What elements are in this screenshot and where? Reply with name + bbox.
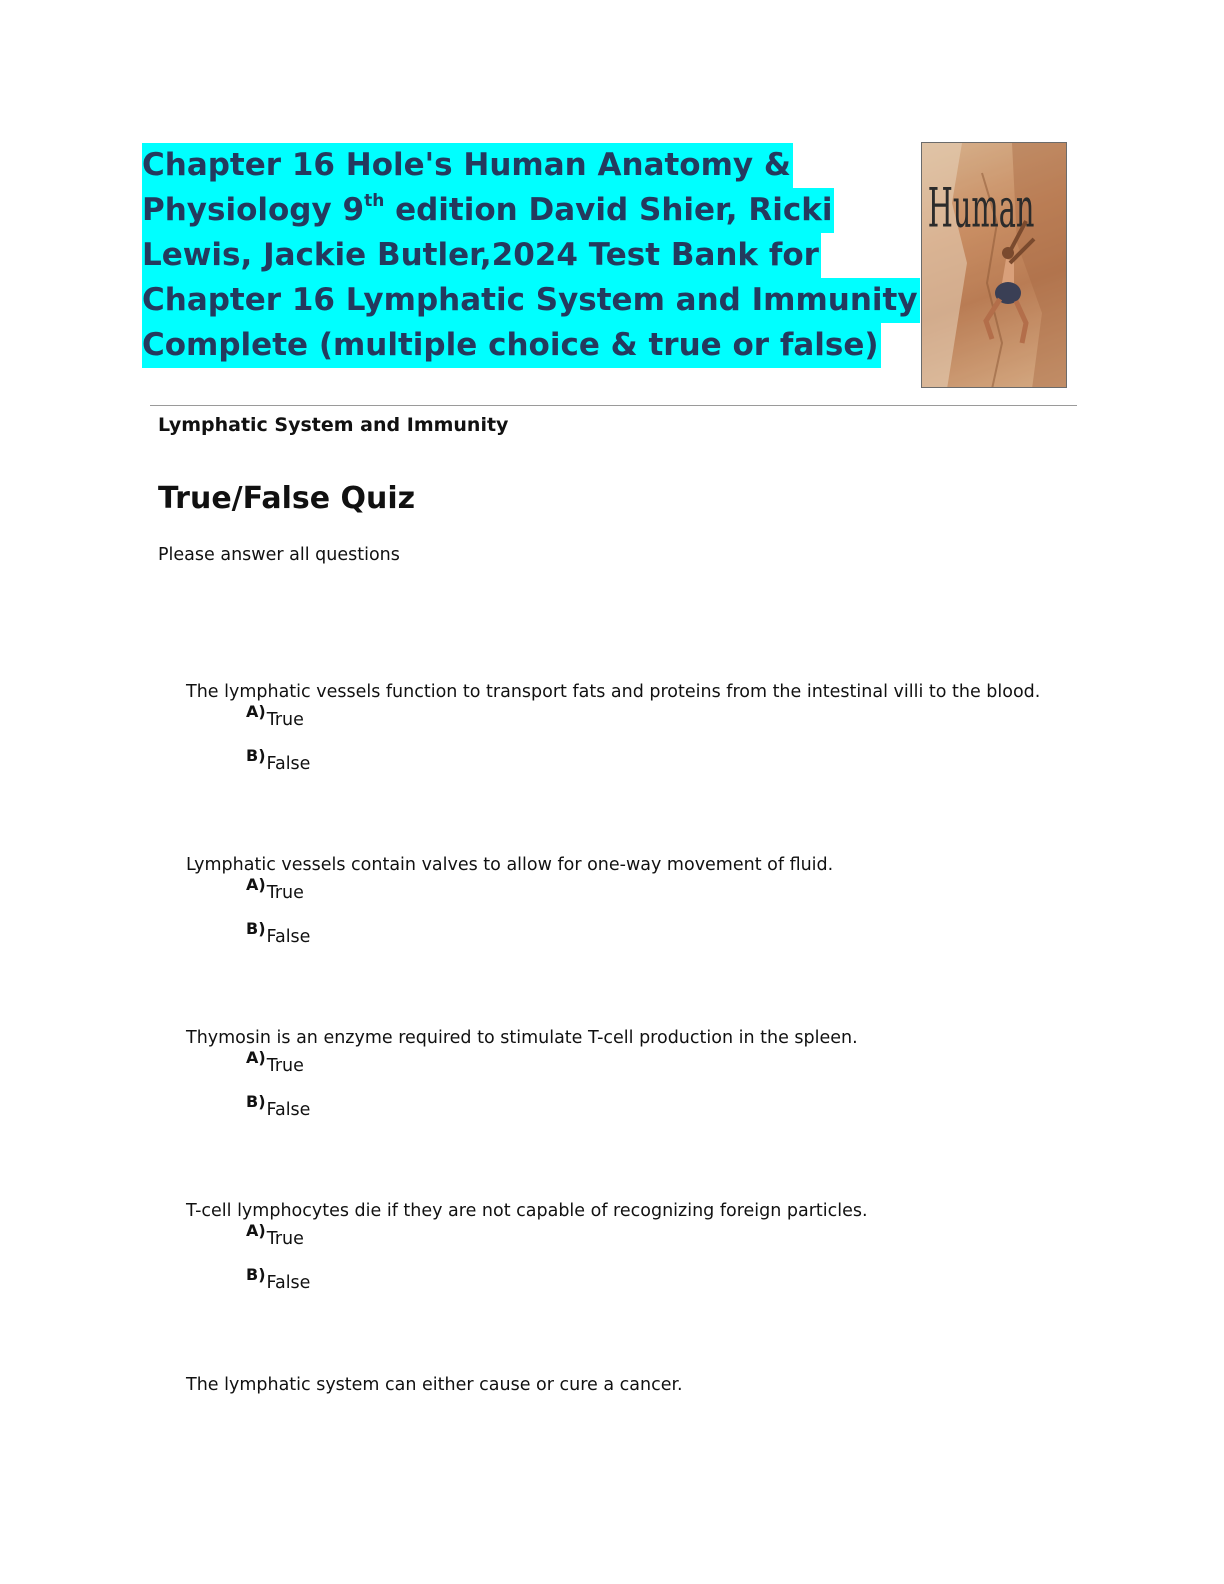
option-label: True	[266, 710, 304, 730]
document-title	[142, 143, 922, 368]
title-line-3: Lewis, Jackie Butler,2024 Test Bank for	[142, 233, 821, 278]
option-b[interactable]	[246, 746, 311, 775]
cover-title-text: Human	[927, 178, 1035, 241]
title-line-1: Chapter 16 Hole's Human Anatomy &	[142, 143, 793, 188]
option-label: True	[266, 1056, 304, 1076]
option-a[interactable]	[246, 1048, 304, 1077]
title-line-2	[142, 188, 834, 233]
option-letter: B)	[246, 746, 266, 765]
option-label: False	[266, 1273, 311, 1293]
option-letter: A)	[246, 1048, 266, 1067]
question-text: Lymphatic vessels contain valves to allow for one-way movement of fluid.	[186, 855, 834, 875]
option-b[interactable]	[246, 1092, 311, 1121]
option-label: True	[266, 1229, 304, 1249]
title-line-5: Complete (multiple choice & true or false)	[142, 323, 881, 368]
title-superscript: th	[364, 191, 385, 211]
title-line-2-start: Physiology 9	[142, 192, 365, 228]
option-letter: B)	[246, 919, 266, 938]
title-line-2-end: edition David Shier, Ricki	[384, 192, 833, 228]
option-b[interactable]	[246, 1265, 311, 1294]
question-4	[186, 1200, 1186, 1293]
question-text: Thymosin is an enzyme required to stimulate T-cell production in the spleen.	[186, 1028, 858, 1048]
option-b[interactable]	[246, 919, 311, 948]
option-label: False	[266, 754, 311, 774]
question-5	[186, 1374, 1186, 1396]
book-cover-illustration	[922, 143, 1067, 388]
option-letter: B)	[246, 1092, 266, 1111]
option-label: False	[266, 927, 311, 947]
option-a[interactable]	[246, 875, 304, 904]
question-text: The lymphatic system can either cause or cure a cancer.	[186, 1375, 683, 1395]
horizontal-divider	[150, 405, 1077, 406]
question-2	[186, 854, 1186, 947]
quiz-title: True/False Quiz	[158, 481, 416, 516]
option-letter: B)	[246, 1265, 266, 1284]
option-letter: A)	[246, 875, 266, 894]
question-text: T-cell lymphocytes die if they are not capable of recognizing foreign particles.	[186, 1201, 868, 1221]
option-label: True	[266, 883, 304, 903]
question-3	[186, 1027, 1186, 1120]
option-a[interactable]	[246, 702, 304, 731]
title-line-4: Chapter 16 Lymphatic System and Immunity	[142, 278, 920, 323]
question-1	[186, 681, 1186, 774]
quiz-instructions: Please answer all questions	[158, 545, 400, 565]
book-cover-image	[921, 142, 1067, 388]
option-label: False	[266, 1100, 311, 1120]
question-text: The lymphatic vessels function to transport fats and proteins from the intestinal villi to the blood.	[186, 682, 1041, 702]
option-a[interactable]	[246, 1221, 304, 1250]
option-letter: A)	[246, 702, 266, 721]
option-letter: A)	[246, 1221, 266, 1240]
section-label: Lymphatic System and Immunity	[158, 414, 509, 436]
